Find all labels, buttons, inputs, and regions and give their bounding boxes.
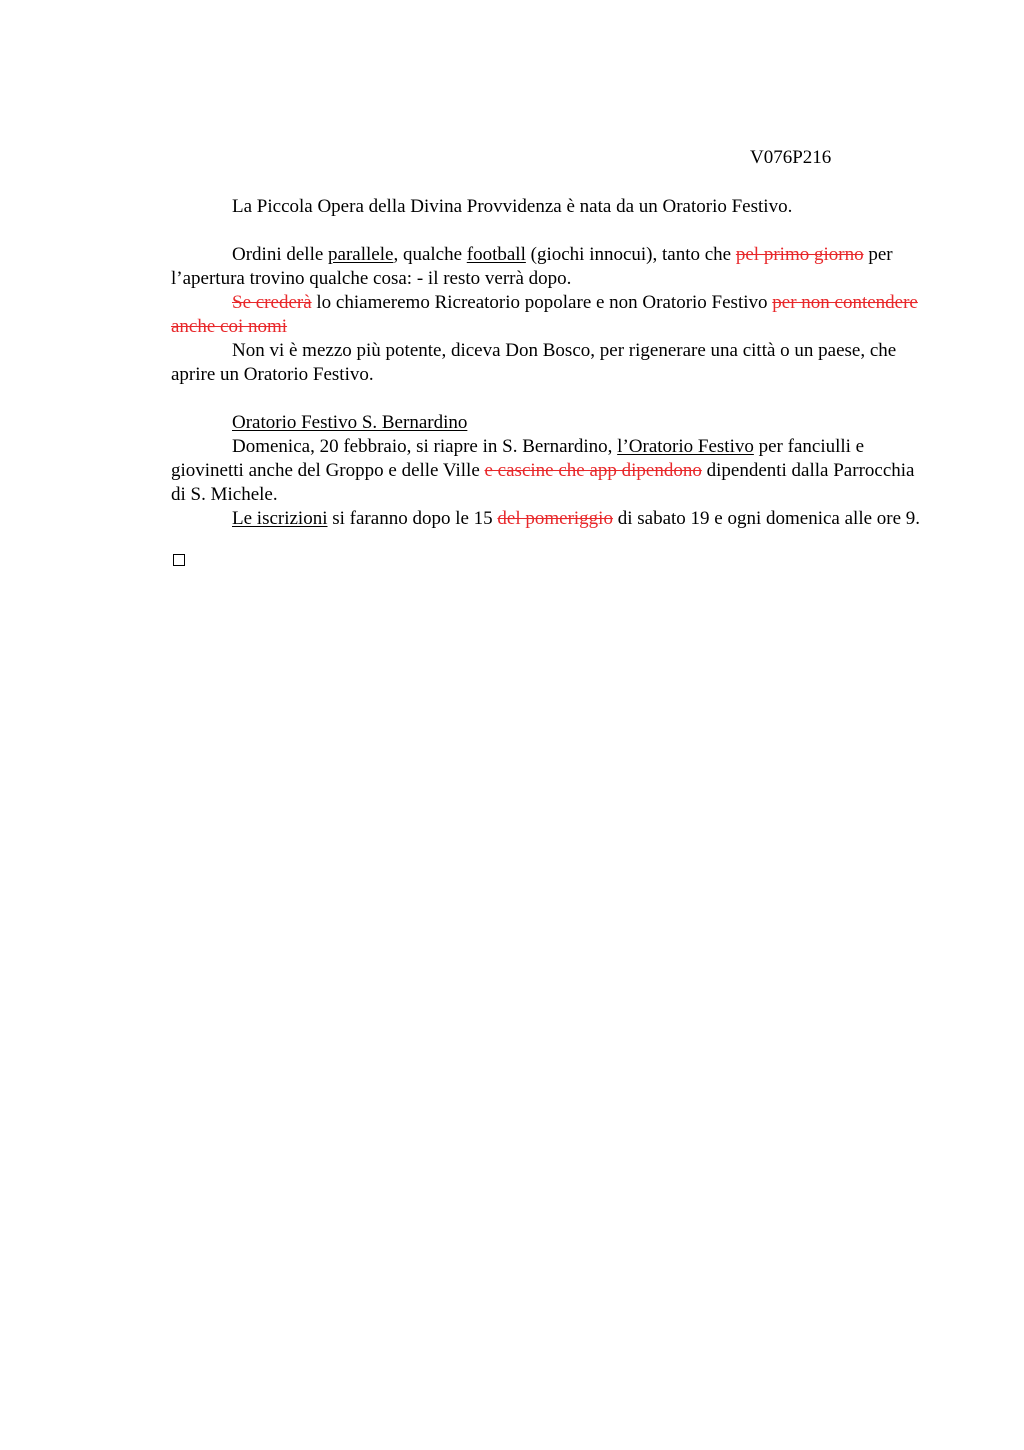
deleted-text: Se crederà xyxy=(232,292,312,313)
deleted-text: e cascine che app dipendono xyxy=(484,460,702,481)
paragraph-ricreatorio xyxy=(171,291,923,339)
paragraph-announcement xyxy=(171,435,923,507)
text-segment: dipendenti dalla Parrocchia di S. Michele. xyxy=(171,460,915,505)
text-segment: per l’apertura trovino qualche cosa: - il resto verrà dopo. xyxy=(171,244,893,289)
underlined-text: Le iscrizioni xyxy=(232,508,328,529)
paragraph-gap xyxy=(171,219,923,243)
paragraph-games xyxy=(171,243,923,291)
paragraph-registration xyxy=(171,507,923,531)
text-segment: Domenica, 20 febbraio, si riapre in S. Bernardino, xyxy=(232,436,618,457)
deleted-text: pel primo giorno xyxy=(735,244,864,265)
checkbox-square[interactable] xyxy=(173,554,185,566)
underlined-text: football xyxy=(466,244,526,265)
deleted-text: per non contendere anche coi nomi xyxy=(171,292,918,337)
text-segment: per fanciulli e giovinetti anche del Groppo e delle Ville xyxy=(171,436,865,481)
document-id: V076P216 xyxy=(750,147,832,168)
underlined-text: parallele xyxy=(328,244,394,265)
deleted-text: del pomeriggio xyxy=(497,508,613,529)
paragraph-gap xyxy=(171,387,923,411)
document-body xyxy=(171,195,923,531)
text-segment: si faranno dopo le 15 xyxy=(327,508,498,529)
underlined-text: l’Oratorio Festivo xyxy=(617,436,754,457)
text-segment: (giochi innocui), tanto che xyxy=(525,244,736,265)
text-segment: di sabato 19 e ogni domenica alle ore 9. xyxy=(612,508,921,529)
text-segment: Ordini delle xyxy=(232,244,329,265)
paragraph-don-bosco: Non vi è mezzo più potente, diceva Don Bosco, per rigenerare una città o un paese, che aprire un Oratorio Festivo. xyxy=(171,340,897,385)
paragraph-intro: La Piccola Opera della Divina Provvidenza è nata da un Oratorio Festivo. xyxy=(232,196,793,217)
heading-text: Oratorio Festivo S. Bernardino xyxy=(232,412,468,433)
text-segment: , qualche xyxy=(393,244,467,265)
section-heading xyxy=(171,411,923,435)
text-segment: lo chiameremo Ricreatorio popolare e non Oratorio Festivo xyxy=(311,292,773,313)
